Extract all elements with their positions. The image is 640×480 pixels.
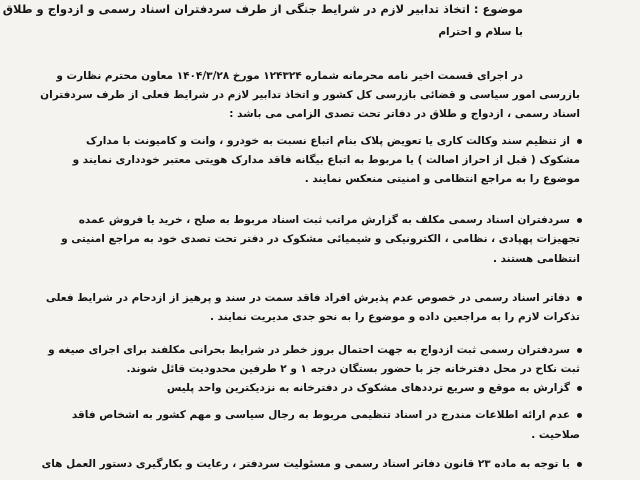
list-item-line: عدم ارائه اطلاعات مندرج در اسناد تنظیمی مربوط به رجال سیاسی و مهم کشور به اشخاص فاقد bbox=[71, 409, 570, 421]
intro-line: اسناد رسمی ، ازدواج و طلاق در دفاتر تحت تصدی الزامی می باشد : bbox=[229, 108, 580, 120]
intro-line: بازرسی امور سیاسی و قضائی بازرسی کل کشور و اتخاذ تدابیر لازم در شرایط فعلی از طرف سردفتران bbox=[40, 89, 580, 101]
list-item-line: دفاتر اسناد رسمی در خصوص عدم پذیرش افراد فاقد سمت در سند و پرهیز از ازدحام در شرایط فعلی bbox=[45, 292, 570, 304]
bullet-icon bbox=[577, 218, 582, 223]
list-item-line: تذکرات لازم را به مراجعین داده و موضوع را به نحو جدی مدیریت نمایند . bbox=[209, 311, 580, 323]
list-item-line: گزارش به موقع و سریع ترددهای مشکوک در دفترخانه به نزدیکترین واحد پلیس bbox=[166, 382, 570, 394]
list-item-line: مشکوک ( قبل از احراز اصالت ) یا مربوط به اتباع بیگانه فاقد مدارک هویتی معتبر خودداری نمایند و bbox=[72, 154, 580, 166]
list-item-line: انتظامی هستند . bbox=[492, 253, 580, 265]
list-item-line: سردفتران اسناد رسمی مکلف به گزارش مراتب ثبت اسناد مربوط به صلح ، خرید یا فروش عمده bbox=[78, 214, 570, 226]
intro-line: در اجرای قسمت اخیر نامه محرمانه شماره ۱۲۴۳۲۴ مورخ ۱۴۰۴/۳/۲۸ معاون محترم نظارت و bbox=[56, 70, 523, 82]
bullet-icon bbox=[577, 296, 582, 301]
bullet-icon bbox=[577, 413, 582, 418]
bullet-icon bbox=[577, 386, 582, 391]
list-item-line: سردفتران رسمی ثبت ازدواج به جهت احتمال بروز خطر در شرایط بحرانی مکلفند برای اجرای صیغه و bbox=[48, 344, 570, 356]
list-item-line: تجهیزات پهپادی ، نظامی ، الکترونیکی و شیمیائی مشکوک در دفتر تحت تصدی خود به مراجع امنیتی و bbox=[61, 233, 580, 245]
list-item-line: صلاحیت . bbox=[531, 429, 580, 441]
bullet-icon bbox=[577, 139, 582, 144]
list-item-line: موضوع را به مراجع انتظامی و امنیتی منعکس نمایند . bbox=[304, 173, 580, 185]
letter-subject: موضوع : اتخاذ تدابیر لازم در شرایط جنگی از طرف سردفتران اسناد رسمی و ازدواج و طلاق bbox=[2, 2, 523, 16]
list-item-line: از تنظیم سند وکالت کاری یا تعویض پلاک بنام اتباع نسبت به خودرو ، وانت و کامیونت با مدارک bbox=[86, 135, 570, 147]
letter-greeting: با سلام و احترام bbox=[438, 26, 523, 38]
bullet-icon bbox=[577, 462, 582, 467]
list-item-line: ثبت نکاح در محل دفترخانه جز با حضور بستگان درجه ۱ و ۲ طرفین محدودیت قائل شوند. bbox=[126, 363, 580, 375]
bullet-icon bbox=[577, 348, 582, 353]
list-item-line: با توجه به ماده ۲۳ قانون دفاتر اسناد رسمی و مسئولیت سردفتر ، رعایت و بکارگیری دستور العمل های bbox=[41, 458, 570, 470]
